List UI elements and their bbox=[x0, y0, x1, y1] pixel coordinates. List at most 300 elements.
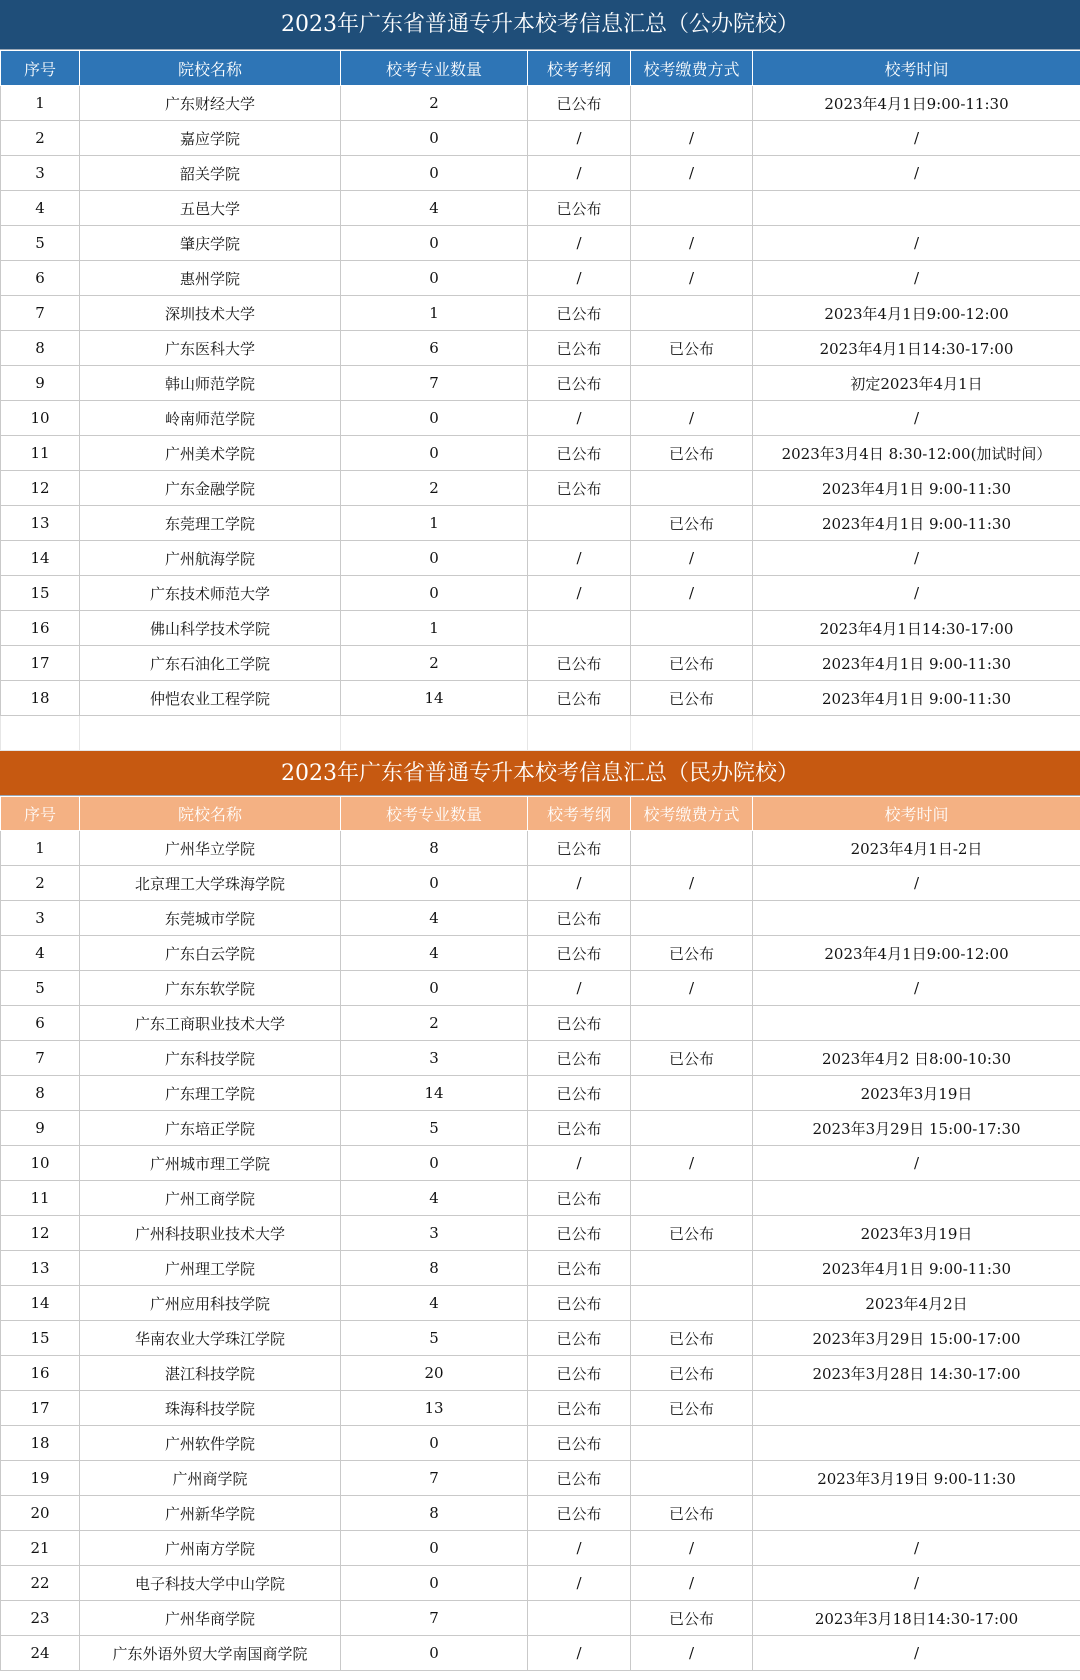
cell-exam-time: / bbox=[753, 156, 1080, 191]
cell-index: 6 bbox=[1, 1006, 80, 1041]
cell-school-name: 广州应用科技学院 bbox=[80, 1286, 341, 1321]
cell-index: 5 bbox=[1, 226, 80, 261]
cell-school-name: 广东财经大学 bbox=[80, 86, 341, 121]
cell-major-count: 2 bbox=[341, 86, 528, 121]
table-row bbox=[1, 1531, 1080, 1566]
cell-index: 9 bbox=[1, 1111, 80, 1146]
cell-payment: / bbox=[631, 971, 753, 1006]
cell-payment bbox=[631, 1251, 753, 1286]
cell-payment bbox=[631, 86, 753, 121]
table-row bbox=[1, 1041, 1080, 1076]
cell-payment bbox=[631, 831, 753, 866]
cell-exam-time: / bbox=[753, 121, 1080, 156]
cell-major-count: 4 bbox=[341, 901, 528, 936]
cell-exam-time: 2023年4月1日9:00-12:00 bbox=[753, 936, 1080, 971]
cell-exam-time: 2023年3月18日14:30-17:00 bbox=[753, 1601, 1080, 1636]
cell-school-name: 韩山师范学院 bbox=[80, 366, 341, 401]
cell-index: 12 bbox=[1, 1216, 80, 1251]
cell-exam-time: 2023年4月1日-2日 bbox=[753, 831, 1080, 866]
cell-index: 23 bbox=[1, 1601, 80, 1636]
cell-syllabus: 已公布 bbox=[528, 1461, 631, 1496]
cell-exam-time: 2023年4月2 日8:00-10:30 bbox=[753, 1041, 1080, 1076]
cell-exam-time: / bbox=[753, 261, 1080, 296]
cell-syllabus: 已公布 bbox=[528, 1426, 631, 1461]
cell-exam-time: 2023年4月1日 9:00-11:30 bbox=[753, 1251, 1080, 1286]
cell-school-name: 广东白云学院 bbox=[80, 936, 341, 971]
cell-school-name: 惠州学院 bbox=[80, 261, 341, 296]
cell-exam-time: / bbox=[753, 1636, 1080, 1671]
cell-syllabus: 已公布 bbox=[528, 1216, 631, 1251]
cell-index: 17 bbox=[1, 646, 80, 681]
table-row bbox=[1, 576, 1080, 611]
cell-school-name: 广州商学院 bbox=[80, 1461, 341, 1496]
cell-payment: / bbox=[631, 541, 753, 576]
table-row bbox=[1, 1321, 1080, 1356]
cell-payment: 已公布 bbox=[631, 646, 753, 681]
cell-school-name: 广州科技职业技术大学 bbox=[80, 1216, 341, 1251]
cell-syllabus bbox=[528, 1601, 631, 1636]
cell-index: 4 bbox=[1, 191, 80, 226]
cell-index: 16 bbox=[1, 1356, 80, 1391]
cell-exam-time: 2023年4月1日14:30-17:00 bbox=[753, 331, 1080, 366]
cell-payment: / bbox=[631, 121, 753, 156]
cell-syllabus: / bbox=[528, 1566, 631, 1601]
cell-syllabus: / bbox=[528, 971, 631, 1006]
cell-payment bbox=[631, 1076, 753, 1111]
cell-payment bbox=[631, 471, 753, 506]
cell-exam-time: / bbox=[753, 401, 1080, 436]
cell-school-name: 电子科技大学中山学院 bbox=[80, 1566, 341, 1601]
cell-index: 3 bbox=[1, 901, 80, 936]
cell-index: 18 bbox=[1, 1426, 80, 1461]
cell-index: 17 bbox=[1, 1391, 80, 1426]
cell-school-name: 佛山科学技术学院 bbox=[80, 611, 341, 646]
cell-school-name: 珠海科技学院 bbox=[80, 1391, 341, 1426]
cell-school-name: 广州城市理工学院 bbox=[80, 1146, 341, 1181]
cell-school-name: 华南农业大学珠江学院 bbox=[80, 1321, 341, 1356]
table-row bbox=[1, 971, 1080, 1006]
cell-syllabus: 已公布 bbox=[528, 1356, 631, 1391]
table-row bbox=[1, 331, 1080, 366]
cell-exam-time: / bbox=[753, 971, 1080, 1006]
cell-index: 18 bbox=[1, 681, 80, 716]
cell-index: 12 bbox=[1, 471, 80, 506]
cell-major-count: 1 bbox=[341, 611, 528, 646]
cell-index: 1 bbox=[1, 831, 80, 866]
header-index: 序号 bbox=[1, 51, 80, 86]
cell-major-count: 3 bbox=[341, 1041, 528, 1076]
header-major-count: 校考专业数量 bbox=[341, 797, 528, 831]
cell-index: 8 bbox=[1, 1076, 80, 1111]
cell-payment bbox=[631, 1426, 753, 1461]
cell-syllabus: 已公布 bbox=[528, 1041, 631, 1076]
cell-exam-time: 2023年4月2日 bbox=[753, 1286, 1080, 1321]
cell-payment: / bbox=[631, 1531, 753, 1566]
cell-index: 4 bbox=[1, 936, 80, 971]
table-row bbox=[1, 1216, 1080, 1251]
cell-syllabus: 已公布 bbox=[528, 1286, 631, 1321]
cell-index: 7 bbox=[1, 1041, 80, 1076]
cell-school-name: 湛江科技学院 bbox=[80, 1356, 341, 1391]
cell-exam-time: / bbox=[753, 866, 1080, 901]
cell-payment: 已公布 bbox=[631, 331, 753, 366]
table-row bbox=[1, 1076, 1080, 1111]
cell-exam-time bbox=[753, 1426, 1080, 1461]
cell-exam-time: 2023年4月1日 9:00-11:30 bbox=[753, 506, 1080, 541]
cell-index: 15 bbox=[1, 1321, 80, 1356]
cell-school-name: 仲恺农业工程学院 bbox=[80, 681, 341, 716]
table-row bbox=[1, 1356, 1080, 1391]
cell-index: 11 bbox=[1, 436, 80, 471]
cell-school-name: 五邑大学 bbox=[80, 191, 341, 226]
table-row bbox=[1, 541, 1080, 576]
cell-index: 10 bbox=[1, 1146, 80, 1181]
cell-major-count: 2 bbox=[341, 1006, 528, 1041]
cell-payment bbox=[631, 1111, 753, 1146]
cell-major-count: 14 bbox=[341, 681, 528, 716]
cell-exam-time bbox=[753, 191, 1080, 226]
cell-index: 24 bbox=[1, 1636, 80, 1671]
table-row bbox=[1, 401, 1080, 436]
cell-major-count: 13 bbox=[341, 1391, 528, 1426]
cell-index: 14 bbox=[1, 541, 80, 576]
table-row bbox=[1, 901, 1080, 936]
table-row bbox=[1, 121, 1080, 156]
cell-major-count: 5 bbox=[341, 1111, 528, 1146]
cell-exam-time: 2023年3月4日 8:30-12:00(加试时间） bbox=[753, 436, 1080, 471]
cell-payment: 已公布 bbox=[631, 1496, 753, 1531]
cell-syllabus bbox=[528, 506, 631, 541]
cell-major-count: 0 bbox=[341, 971, 528, 1006]
cell-exam-time: / bbox=[753, 576, 1080, 611]
cell-exam-time: 2023年3月19日 9:00-11:30 bbox=[753, 1461, 1080, 1496]
cell-index: 20 bbox=[1, 1496, 80, 1531]
table-row bbox=[1, 1391, 1080, 1426]
cell-index: 3 bbox=[1, 156, 80, 191]
table-row bbox=[1, 1496, 1080, 1531]
table-row bbox=[1, 156, 1080, 191]
cell-syllabus: 已公布 bbox=[528, 1181, 631, 1216]
cell-syllabus: 已公布 bbox=[528, 1391, 631, 1426]
header-exam-time: 校考时间 bbox=[753, 797, 1080, 831]
table-row bbox=[1, 866, 1080, 901]
cell-school-name: 广东金融学院 bbox=[80, 471, 341, 506]
cell-index: 14 bbox=[1, 1286, 80, 1321]
cell-school-name: 广州南方学院 bbox=[80, 1531, 341, 1566]
table-row bbox=[1, 1146, 1080, 1181]
cell-major-count: 0 bbox=[341, 226, 528, 261]
cell-school-name: 肇庆学院 bbox=[80, 226, 341, 261]
header-payment: 校考缴费方式 bbox=[631, 797, 753, 831]
cell-index: 10 bbox=[1, 401, 80, 436]
cell-payment bbox=[631, 296, 753, 331]
table-row bbox=[1, 366, 1080, 401]
cell-index: 7 bbox=[1, 296, 80, 331]
cell-payment: / bbox=[631, 156, 753, 191]
cell-school-name: 东莞城市学院 bbox=[80, 901, 341, 936]
cell-index: 8 bbox=[1, 331, 80, 366]
cell-payment bbox=[631, 366, 753, 401]
cell-index: 13 bbox=[1, 1251, 80, 1286]
cell-major-count: 0 bbox=[341, 261, 528, 296]
cell-exam-time: 2023年3月29日 15:00-17:00 bbox=[753, 1321, 1080, 1356]
cell-exam-time: / bbox=[753, 1146, 1080, 1181]
cell-exam-time: 2023年3月19日 bbox=[753, 1076, 1080, 1111]
cell-exam-time bbox=[753, 1006, 1080, 1041]
table-row bbox=[1, 86, 1080, 121]
cell-school-name: 广州工商学院 bbox=[80, 1181, 341, 1216]
cell-exam-time bbox=[753, 1496, 1080, 1531]
cell-major-count: 0 bbox=[341, 401, 528, 436]
cell-syllabus: / bbox=[528, 1636, 631, 1671]
cell-school-name: 北京理工大学珠海学院 bbox=[80, 866, 341, 901]
cell-index: 2 bbox=[1, 866, 80, 901]
cell-index: 9 bbox=[1, 366, 80, 401]
public-table-title: 2023年广东省普通专升本校考信息汇总（公办院校） bbox=[0, 0, 1080, 50]
table-row bbox=[1, 471, 1080, 506]
table-row bbox=[1, 1566, 1080, 1601]
cell-payment: / bbox=[631, 576, 753, 611]
cell-school-name: 岭南师范学院 bbox=[80, 401, 341, 436]
cell-school-name: 广州美术学院 bbox=[80, 436, 341, 471]
table-row bbox=[1, 1636, 1080, 1671]
cell-school-name: 广东东软学院 bbox=[80, 971, 341, 1006]
table-row bbox=[1, 226, 1080, 261]
cell-school-name: 广东技术师范大学 bbox=[80, 576, 341, 611]
cell-major-count: 6 bbox=[341, 331, 528, 366]
cell-major-count: 7 bbox=[341, 1461, 528, 1496]
cell-index: 1 bbox=[1, 86, 80, 121]
cell-school-name: 广东医科大学 bbox=[80, 331, 341, 366]
cell-school-name: 广东工商职业技术大学 bbox=[80, 1006, 341, 1041]
cell-school-name: 广东科技学院 bbox=[80, 1041, 341, 1076]
cell-syllabus: 已公布 bbox=[528, 1076, 631, 1111]
cell-index: 22 bbox=[1, 1566, 80, 1601]
cell-major-count: 0 bbox=[341, 866, 528, 901]
cell-major-count: 1 bbox=[341, 296, 528, 331]
cell-syllabus: 已公布 bbox=[528, 1111, 631, 1146]
cell-exam-time: 2023年4月1日 9:00-11:30 bbox=[753, 681, 1080, 716]
table-row bbox=[1, 936, 1080, 971]
cell-index: 5 bbox=[1, 971, 80, 1006]
cell-major-count: 0 bbox=[341, 1146, 528, 1181]
cell-major-count: 1 bbox=[341, 506, 528, 541]
cell-exam-time bbox=[753, 901, 1080, 936]
cell-payment: 已公布 bbox=[631, 681, 753, 716]
cell-major-count: 0 bbox=[341, 436, 528, 471]
cell-major-count: 0 bbox=[341, 576, 528, 611]
cell-index: 6 bbox=[1, 261, 80, 296]
header-index: 序号 bbox=[1, 797, 80, 831]
cell-major-count: 2 bbox=[341, 646, 528, 681]
cell-syllabus: / bbox=[528, 541, 631, 576]
cell-syllabus: 已公布 bbox=[528, 1321, 631, 1356]
header-exam-time: 校考时间 bbox=[753, 51, 1080, 86]
cell-syllabus: 已公布 bbox=[528, 646, 631, 681]
cell-school-name: 广东外语外贸大学南国商学院 bbox=[80, 1636, 341, 1671]
cell-syllabus: 已公布 bbox=[528, 831, 631, 866]
cell-syllabus: / bbox=[528, 401, 631, 436]
cell-index: 16 bbox=[1, 611, 80, 646]
cell-index: 13 bbox=[1, 506, 80, 541]
cell-syllabus: / bbox=[528, 1146, 631, 1181]
cell-payment: 已公布 bbox=[631, 436, 753, 471]
table-row bbox=[1, 831, 1080, 866]
header-payment: 校考缴费方式 bbox=[631, 51, 753, 86]
cell-exam-time bbox=[753, 1181, 1080, 1216]
private-table-body bbox=[1, 831, 1080, 1671]
cell-syllabus: 已公布 bbox=[528, 936, 631, 971]
cell-payment: / bbox=[631, 261, 753, 296]
cell-exam-time: / bbox=[753, 541, 1080, 576]
table-row bbox=[1, 1426, 1080, 1461]
cell-payment: / bbox=[631, 1636, 753, 1671]
cell-syllabus: / bbox=[528, 226, 631, 261]
cell-school-name: 广州华商学院 bbox=[80, 1601, 341, 1636]
public-header-row bbox=[1, 51, 1080, 86]
cell-syllabus: 已公布 bbox=[528, 1251, 631, 1286]
cell-syllabus: / bbox=[528, 1531, 631, 1566]
cell-major-count: 8 bbox=[341, 1496, 528, 1531]
table-row bbox=[1, 1286, 1080, 1321]
public-table-body bbox=[1, 86, 1080, 716]
cell-major-count: 7 bbox=[341, 1601, 528, 1636]
private-header-row bbox=[1, 797, 1080, 831]
cell-index: 2 bbox=[1, 121, 80, 156]
cell-exam-time: / bbox=[753, 1531, 1080, 1566]
cell-payment: / bbox=[631, 1146, 753, 1181]
cell-major-count: 0 bbox=[341, 1566, 528, 1601]
table-row bbox=[1, 296, 1080, 331]
cell-school-name: 广东石油化工学院 bbox=[80, 646, 341, 681]
cell-exam-time: 2023年3月29日 15:00-17:30 bbox=[753, 1111, 1080, 1146]
cell-school-name: 广东理工学院 bbox=[80, 1076, 341, 1111]
cell-school-name: 广州华立学院 bbox=[80, 831, 341, 866]
cell-school-name: 深圳技术大学 bbox=[80, 296, 341, 331]
cell-exam-time: 2023年3月28日 14:30-17:00 bbox=[753, 1356, 1080, 1391]
cell-payment: 已公布 bbox=[631, 1356, 753, 1391]
cell-payment: / bbox=[631, 401, 753, 436]
cell-payment bbox=[631, 1286, 753, 1321]
cell-syllabus: 已公布 bbox=[528, 366, 631, 401]
cell-index: 21 bbox=[1, 1531, 80, 1566]
cell-syllabus: 已公布 bbox=[528, 296, 631, 331]
cell-school-name: 广州理工学院 bbox=[80, 1251, 341, 1286]
cell-payment: 已公布 bbox=[631, 506, 753, 541]
cell-school-name: 东莞理工学院 bbox=[80, 506, 341, 541]
public-schools-table bbox=[0, 50, 1080, 751]
cell-exam-time: 2023年3月19日 bbox=[753, 1216, 1080, 1251]
cell-major-count: 4 bbox=[341, 1181, 528, 1216]
header-major-count: 校考专业数量 bbox=[341, 51, 528, 86]
table-row bbox=[1, 681, 1080, 716]
cell-payment: 已公布 bbox=[631, 1321, 753, 1356]
private-table-title: 2023年广东省普通专升本校考信息汇总（民办院校） bbox=[0, 751, 1080, 796]
cell-major-count: 14 bbox=[341, 1076, 528, 1111]
cell-exam-time: 2023年4月1日14:30-17:00 bbox=[753, 611, 1080, 646]
cell-payment: / bbox=[631, 1566, 753, 1601]
cell-syllabus: 已公布 bbox=[528, 1006, 631, 1041]
table-row bbox=[1, 1251, 1080, 1286]
cell-major-count: 7 bbox=[341, 366, 528, 401]
table-row bbox=[1, 646, 1080, 681]
cell-syllabus: / bbox=[528, 121, 631, 156]
cell-school-name: 广州软件学院 bbox=[80, 1426, 341, 1461]
cell-school-name: 广东培正学院 bbox=[80, 1111, 341, 1146]
cell-syllabus: 已公布 bbox=[528, 331, 631, 366]
table-row bbox=[1, 1111, 1080, 1146]
cell-payment bbox=[631, 1461, 753, 1496]
header-syllabus: 校考考纲 bbox=[528, 797, 631, 831]
cell-payment: 已公布 bbox=[631, 1391, 753, 1426]
cell-payment: 已公布 bbox=[631, 1601, 753, 1636]
cell-major-count: 0 bbox=[341, 541, 528, 576]
cell-payment: / bbox=[631, 226, 753, 261]
cell-exam-time: / bbox=[753, 226, 1080, 261]
cell-index: 15 bbox=[1, 576, 80, 611]
cell-payment: 已公布 bbox=[631, 936, 753, 971]
cell-exam-time: 初定2023年4月1日 bbox=[753, 366, 1080, 401]
cell-school-name: 嘉应学院 bbox=[80, 121, 341, 156]
cell-payment bbox=[631, 901, 753, 936]
cell-major-count: 8 bbox=[341, 1251, 528, 1286]
table-row bbox=[1, 191, 1080, 226]
cell-major-count: 0 bbox=[341, 156, 528, 191]
cell-index: 11 bbox=[1, 1181, 80, 1216]
table-row bbox=[1, 1601, 1080, 1636]
cell-syllabus: 已公布 bbox=[528, 681, 631, 716]
cell-payment: / bbox=[631, 866, 753, 901]
header-school-name: 院校名称 bbox=[80, 51, 341, 86]
table-row bbox=[1, 611, 1080, 646]
cell-syllabus: 已公布 bbox=[528, 436, 631, 471]
cell-syllabus: 已公布 bbox=[528, 191, 631, 226]
cell-major-count: 4 bbox=[341, 936, 528, 971]
cell-school-name: 韶关学院 bbox=[80, 156, 341, 191]
cell-major-count: 0 bbox=[341, 1531, 528, 1566]
cell-syllabus: 已公布 bbox=[528, 901, 631, 936]
cell-payment: 已公布 bbox=[631, 1216, 753, 1251]
header-school-name: 院校名称 bbox=[80, 797, 341, 831]
cell-exam-time: 2023年4月1日9:00-12:00 bbox=[753, 296, 1080, 331]
cell-syllabus: 已公布 bbox=[528, 1496, 631, 1531]
cell-major-count: 0 bbox=[341, 1636, 528, 1671]
cell-school-name: 广州新华学院 bbox=[80, 1496, 341, 1531]
cell-syllabus: / bbox=[528, 156, 631, 191]
cell-syllabus: / bbox=[528, 261, 631, 296]
cell-syllabus: 已公布 bbox=[528, 86, 631, 121]
cell-payment bbox=[631, 1006, 753, 1041]
cell-exam-time: 2023年4月1日 9:00-11:30 bbox=[753, 471, 1080, 506]
cell-major-count: 0 bbox=[341, 1426, 528, 1461]
cell-major-count: 4 bbox=[341, 191, 528, 226]
cell-school-name: 广州航海学院 bbox=[80, 541, 341, 576]
cell-syllabus: 已公布 bbox=[528, 471, 631, 506]
table-row bbox=[1, 1181, 1080, 1216]
cell-payment bbox=[631, 1181, 753, 1216]
table-row bbox=[1, 261, 1080, 296]
cell-index: 19 bbox=[1, 1461, 80, 1496]
cell-major-count: 0 bbox=[341, 121, 528, 156]
cell-major-count: 3 bbox=[341, 1216, 528, 1251]
table-row bbox=[1, 506, 1080, 541]
spacer-row bbox=[1, 716, 1080, 751]
private-schools-table bbox=[0, 796, 1080, 1671]
cell-payment bbox=[631, 611, 753, 646]
cell-major-count: 20 bbox=[341, 1356, 528, 1391]
cell-syllabus: / bbox=[528, 576, 631, 611]
cell-major-count: 5 bbox=[341, 1321, 528, 1356]
